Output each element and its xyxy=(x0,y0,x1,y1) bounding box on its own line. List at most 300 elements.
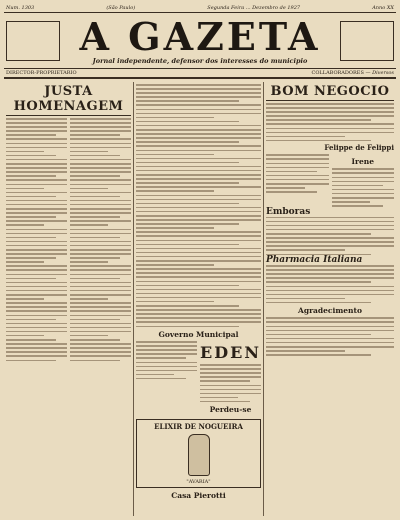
text-line xyxy=(70,143,131,145)
text-line xyxy=(6,216,56,218)
text-line xyxy=(266,342,394,344)
text-line xyxy=(136,281,261,283)
text-line xyxy=(266,277,394,279)
text-line xyxy=(266,330,394,332)
text-line xyxy=(6,233,67,235)
text-line xyxy=(200,393,261,395)
text-line xyxy=(6,229,67,231)
text-line xyxy=(266,154,329,156)
text-line xyxy=(266,326,394,328)
text-line xyxy=(6,302,67,304)
text-line xyxy=(6,282,67,284)
text-line xyxy=(332,177,395,179)
text-line xyxy=(70,298,108,300)
text-line xyxy=(6,171,67,173)
column-3 xyxy=(264,82,396,516)
text-line xyxy=(266,265,394,267)
text-line xyxy=(6,355,67,357)
text-line xyxy=(6,163,67,165)
text-line xyxy=(266,317,394,319)
text-line xyxy=(266,281,371,283)
text-line xyxy=(70,274,131,276)
text-line xyxy=(136,174,261,176)
text-line xyxy=(70,233,131,235)
text-line xyxy=(6,122,67,124)
text-line xyxy=(136,133,261,135)
text-line xyxy=(136,109,261,111)
text-line xyxy=(6,323,67,325)
text-line xyxy=(266,290,394,292)
text-line xyxy=(70,327,131,329)
text-line xyxy=(6,192,67,194)
text-line xyxy=(70,315,131,317)
text-line xyxy=(136,84,261,86)
text-line xyxy=(266,286,394,288)
text-line xyxy=(6,286,67,288)
text-line xyxy=(70,204,131,206)
text-line xyxy=(266,237,394,239)
text-line xyxy=(6,257,56,259)
text-line xyxy=(136,378,186,380)
text-line xyxy=(70,138,131,140)
governo-body xyxy=(136,341,261,416)
text-line xyxy=(70,155,120,157)
text-line xyxy=(70,360,120,362)
text-line xyxy=(70,290,131,292)
text-line xyxy=(136,219,261,221)
text-line xyxy=(70,310,131,312)
text-line xyxy=(266,128,394,130)
text-line xyxy=(136,227,214,229)
bottle-illustration-icon xyxy=(188,434,210,476)
text-line xyxy=(136,104,261,106)
text-line xyxy=(136,297,261,299)
text-line xyxy=(266,123,394,125)
text-line xyxy=(200,368,261,370)
column-1 xyxy=(4,82,134,516)
text-line xyxy=(266,140,371,142)
text-line xyxy=(332,181,395,183)
text-line xyxy=(136,374,174,376)
text-line xyxy=(6,237,56,239)
text-line xyxy=(266,221,394,223)
text-line xyxy=(136,240,261,242)
text-line xyxy=(6,143,67,145)
elixir-ad-title: ELIXIR DE NOGUEIRA xyxy=(154,422,243,432)
text-line xyxy=(136,121,239,123)
text-line xyxy=(136,244,239,246)
bom-negocio-text xyxy=(266,103,394,141)
emboras-heading: Emboras xyxy=(266,206,311,217)
text-line xyxy=(266,132,394,134)
text-line xyxy=(136,326,239,328)
text-line xyxy=(6,175,56,177)
text-line xyxy=(6,200,67,202)
issue-date: Segunda Feira ... Dezembro de 1927 xyxy=(207,4,301,11)
text-line xyxy=(266,217,394,219)
text-line xyxy=(70,163,131,165)
text-line xyxy=(136,353,197,355)
text-line xyxy=(136,366,197,368)
text-line xyxy=(136,113,261,115)
governo-text xyxy=(136,341,197,416)
text-line xyxy=(266,241,394,243)
text-line xyxy=(266,298,345,300)
text-line xyxy=(332,168,395,170)
text-line xyxy=(136,370,197,372)
text-line xyxy=(70,347,131,349)
collaborators-label: COLLABORADORES — Diversos xyxy=(311,70,394,76)
text-line xyxy=(136,317,261,319)
pharmacy-text xyxy=(266,265,394,303)
cinema-block xyxy=(200,341,261,416)
columns xyxy=(4,82,396,516)
text-line xyxy=(266,229,394,231)
text-line xyxy=(266,350,345,352)
text-line xyxy=(136,293,261,295)
text-line xyxy=(136,195,261,197)
text-line xyxy=(136,182,239,184)
text-line xyxy=(136,256,261,258)
text-line xyxy=(136,272,261,274)
text-line xyxy=(266,338,394,340)
lower-right xyxy=(332,154,395,206)
lower-left xyxy=(266,154,329,206)
text-line xyxy=(136,203,239,205)
text-line xyxy=(6,294,67,296)
text-line xyxy=(136,166,261,168)
text-line xyxy=(6,126,67,128)
newspaper-page xyxy=(4,4,396,516)
text-line xyxy=(70,216,120,218)
text-line xyxy=(6,184,67,186)
text-line xyxy=(136,186,261,188)
text-line xyxy=(332,172,395,174)
text-line xyxy=(136,289,261,291)
text-line xyxy=(6,274,67,276)
text-line xyxy=(6,249,67,251)
text-line xyxy=(136,199,261,201)
text-line xyxy=(136,341,197,343)
text-line xyxy=(136,349,197,351)
text-line xyxy=(200,389,261,391)
text-line xyxy=(200,401,250,403)
text-line xyxy=(136,231,261,233)
text-line xyxy=(136,137,261,139)
text-line xyxy=(70,151,108,153)
text-line xyxy=(200,372,261,374)
text-line xyxy=(70,355,131,357)
text-line xyxy=(136,158,261,160)
article-heading-justa-homenagem: JUSTA HOMENAGEM xyxy=(6,84,131,116)
text-line xyxy=(6,245,67,247)
text-line xyxy=(136,268,261,270)
text-line xyxy=(200,364,261,366)
text-line xyxy=(6,134,56,136)
text-line xyxy=(6,167,67,169)
text-line xyxy=(6,290,67,292)
text-line xyxy=(136,264,214,266)
text-line xyxy=(266,167,329,169)
text-line xyxy=(136,150,261,152)
text-line xyxy=(6,261,44,263)
text-line xyxy=(332,197,395,199)
text-line xyxy=(266,354,371,356)
section-heading-governo: Governo Municipal xyxy=(158,330,239,340)
text-line xyxy=(136,162,239,164)
text-line xyxy=(6,339,56,341)
text-line xyxy=(136,92,261,94)
shop-name: Casa Pierotti xyxy=(171,491,226,501)
text-line xyxy=(6,319,56,321)
text-line xyxy=(200,376,261,378)
text-line xyxy=(6,315,67,317)
text-line xyxy=(332,193,395,195)
text-line xyxy=(6,188,44,190)
text-line xyxy=(70,208,131,210)
text-line xyxy=(266,273,394,275)
text-line xyxy=(70,343,131,345)
text-line xyxy=(6,269,67,271)
text-line xyxy=(136,223,239,225)
text-line xyxy=(70,351,131,353)
text-line xyxy=(70,212,131,214)
text-line xyxy=(266,175,329,177)
text-line xyxy=(266,119,371,121)
obituary-text xyxy=(332,168,395,206)
text-line xyxy=(70,126,131,128)
text-line xyxy=(70,282,131,284)
text-line xyxy=(70,229,131,231)
text-line xyxy=(70,159,131,161)
obituary-heading: Irene xyxy=(351,157,374,167)
text-line xyxy=(266,294,394,296)
text-line xyxy=(136,252,261,254)
text-line xyxy=(70,192,131,194)
text-line xyxy=(136,211,261,213)
text-line xyxy=(136,260,261,262)
text-line xyxy=(70,257,120,259)
text-line xyxy=(70,118,131,120)
text-line xyxy=(136,248,261,250)
article-heading-bom-negocio: BOM NEGOCIO xyxy=(266,84,394,101)
text-line xyxy=(136,178,261,180)
body-text-right xyxy=(70,118,131,361)
text-line xyxy=(70,249,131,251)
text-line xyxy=(200,380,250,382)
text-line xyxy=(136,276,261,278)
text-line xyxy=(136,309,261,311)
lower-columns xyxy=(266,154,394,206)
text-line xyxy=(266,163,329,165)
text-line xyxy=(136,207,261,209)
text-line xyxy=(6,310,67,312)
text-line xyxy=(6,351,67,353)
newspaper-title: A GAZETA xyxy=(79,13,321,59)
text-line xyxy=(70,220,131,222)
text-line xyxy=(136,117,214,119)
masthead xyxy=(4,13,396,69)
text-line xyxy=(6,335,44,337)
thanks-heading: Agradecimento xyxy=(298,306,362,316)
text-line xyxy=(266,183,329,185)
text-line xyxy=(266,346,394,348)
text-line xyxy=(70,188,108,190)
text-line xyxy=(6,151,44,153)
text-line xyxy=(266,136,345,138)
text-line xyxy=(70,241,131,243)
text-line xyxy=(266,158,329,160)
right-ear-box xyxy=(340,21,394,61)
text-line xyxy=(70,323,131,325)
text-line xyxy=(266,103,394,105)
issue-number: Num. 1303 xyxy=(6,4,35,11)
text-line xyxy=(266,321,394,323)
text-line xyxy=(70,171,131,173)
text-line xyxy=(6,224,44,226)
text-line xyxy=(6,212,67,214)
article-body-columns xyxy=(6,118,131,361)
text-line xyxy=(6,118,67,120)
text-line xyxy=(6,159,67,161)
text-line xyxy=(136,88,261,90)
text-line xyxy=(136,141,239,143)
text-line xyxy=(266,269,394,271)
text-line xyxy=(70,302,131,304)
text-line xyxy=(70,147,131,149)
text-line xyxy=(136,145,261,147)
text-line xyxy=(6,253,67,255)
text-line xyxy=(6,130,67,132)
signature: Felippe de Felippi xyxy=(324,143,394,153)
text-line xyxy=(6,343,67,345)
text-line xyxy=(136,154,214,156)
text-line xyxy=(6,298,44,300)
lower-left-text xyxy=(266,154,329,192)
text-line xyxy=(6,265,67,267)
pharmacy-ad-title: Pharmacia Italiana xyxy=(266,255,363,266)
text-line xyxy=(70,175,120,177)
staff-line xyxy=(4,69,396,79)
text-line xyxy=(70,335,108,337)
cinema-text xyxy=(200,364,261,402)
text-line xyxy=(332,185,383,187)
text-line xyxy=(266,225,394,227)
text-line xyxy=(136,100,239,102)
text-line xyxy=(70,224,108,226)
column-2 xyxy=(134,82,264,516)
text-line xyxy=(70,331,131,333)
title-block xyxy=(62,13,338,65)
text-line xyxy=(70,339,120,341)
text-line xyxy=(70,245,131,247)
text-line xyxy=(6,306,67,308)
left-ear-box xyxy=(6,21,60,61)
city: (São Paulo) xyxy=(106,4,136,11)
director-label: DIRECTOR-PROPRIETARIO xyxy=(6,70,77,76)
text-line xyxy=(332,201,371,203)
elixir-ad-brand: "AVARIA" xyxy=(186,479,211,486)
text-line xyxy=(6,220,67,222)
text-line xyxy=(70,179,131,181)
text-line xyxy=(6,347,67,349)
text-line xyxy=(70,196,120,198)
issue-year: Anno XX xyxy=(372,4,394,11)
text-line xyxy=(266,334,371,336)
elixir-ad xyxy=(136,419,261,488)
text-line xyxy=(136,129,261,131)
text-line xyxy=(136,321,261,323)
text-line xyxy=(136,170,261,172)
text-line xyxy=(266,302,371,304)
text-line xyxy=(6,138,67,140)
text-line xyxy=(266,179,329,181)
text-line xyxy=(6,179,67,181)
text-line xyxy=(70,200,131,202)
text-line xyxy=(266,107,394,109)
text-line xyxy=(332,189,395,191)
newspaper-subtitle: Jornal independente, defensor dos interesses do municipio xyxy=(92,56,308,65)
text-line xyxy=(332,205,383,207)
text-line xyxy=(136,313,261,315)
text-line xyxy=(136,357,186,359)
text-line xyxy=(6,196,56,198)
text-line xyxy=(266,233,371,235)
dateline xyxy=(4,4,396,13)
text-line xyxy=(70,278,120,280)
text-line xyxy=(266,171,317,173)
thanks-text xyxy=(266,317,394,355)
text-line xyxy=(6,204,67,206)
text-line xyxy=(70,167,131,169)
text-line xyxy=(70,269,131,271)
text-line xyxy=(70,253,131,255)
text-line xyxy=(70,294,131,296)
text-line xyxy=(6,327,67,329)
text-line xyxy=(6,208,67,210)
text-line xyxy=(70,184,131,186)
text-line xyxy=(6,155,56,157)
body-text-top xyxy=(136,84,261,327)
text-line xyxy=(70,261,108,263)
text-line xyxy=(266,191,317,193)
text-line xyxy=(136,235,261,237)
body-text-left xyxy=(6,118,67,361)
text-line xyxy=(70,237,120,239)
text-line xyxy=(200,385,261,387)
text-line xyxy=(266,111,394,113)
text-line xyxy=(70,265,131,267)
text-line xyxy=(70,134,120,136)
text-line xyxy=(70,122,131,124)
text-line xyxy=(136,215,261,217)
text-line xyxy=(136,190,214,192)
text-line xyxy=(6,360,56,362)
text-line xyxy=(266,245,394,247)
text-line xyxy=(70,130,131,132)
text-line xyxy=(6,278,56,280)
text-line xyxy=(136,305,239,307)
text-line xyxy=(6,147,67,149)
lost-notice-heading: Perdeu-se xyxy=(209,405,252,415)
text-line xyxy=(266,249,345,251)
text-line xyxy=(70,286,131,288)
text-line xyxy=(136,96,261,98)
text-line xyxy=(136,362,197,364)
text-line xyxy=(266,254,371,256)
text-line xyxy=(266,115,394,117)
text-line xyxy=(70,319,120,321)
